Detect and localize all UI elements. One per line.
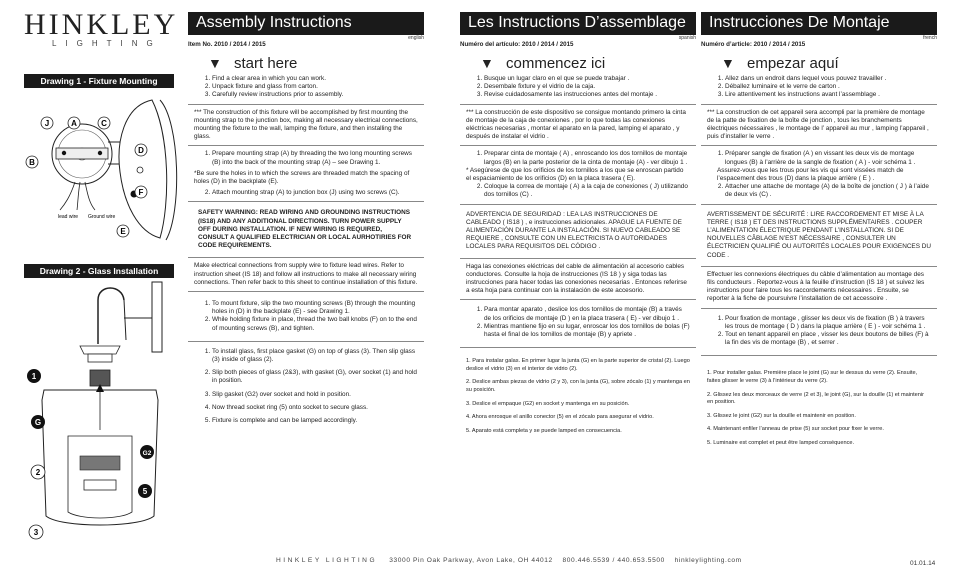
inner-glass [68, 436, 132, 518]
svg-text:A: A [71, 119, 77, 128]
step-item: 2. While holding fixture in place, thread the two ball knobs (F) on to the end of mounting screws (B), and tighten. [212, 316, 418, 332]
steps-prep-french [701, 75, 937, 104]
svg-text:5: 5 [142, 487, 148, 496]
step-item: 5. Fixture is complete and can be lamped accordingly. [212, 417, 418, 425]
header-english: Assembly Instructions [188, 12, 424, 35]
drawing2-label: Drawing 2 - Glass Installation [24, 264, 174, 278]
step-item: 3. Carefully review instructions prior to assembly. [212, 91, 418, 99]
steps-prep-english [188, 75, 424, 104]
step-item: 1. Para instalar galas. En primer lugar la junta (G) en la parte superior de cristal (2). Luego deslice el vidrio (3) en el interior de vidrio (2). [466, 358, 690, 372]
step-item: 3. Deslice el empaque (G2) en socket y mantenga en su posición. [466, 400, 630, 407]
drawing1-label: Drawing 1 - Fixture Mounting [24, 74, 174, 88]
footer-brand: HINKLEY LIGHTING [276, 557, 378, 564]
step-item: 2. Coloque la correa de montaje ( A) a la caja de conexiones ( J) utilizando dos tornillos (C) . [484, 183, 690, 199]
steps-strap-english [188, 145, 424, 201]
ground-wire-label: Ground wire [88, 214, 116, 220]
step-item: 3. Lire attentivement les instructions avant l’assemblage . [725, 91, 931, 99]
callout-g2 [140, 445, 154, 459]
item-number-spanish: Numéro del artículo: 2010 / 2014 / 2015 [460, 41, 574, 48]
step-item: 1. Allez dans un endroit dans lequel vous pouvez travailler . [725, 75, 931, 83]
step-item: 2. Deslice ambas piezas de vidrio (2 y 3), con la junta (G), sobre zócalo (1) y mantenga en su posición. [466, 379, 690, 394]
svg-text:B: B [29, 158, 35, 167]
callout-5 [138, 484, 152, 498]
item-number-english: Item No. 2010 / 2014 / 2015 [188, 41, 266, 48]
column-french [701, 12, 937, 452]
svg-text:3: 3 [33, 528, 39, 537]
down-arrow-icon: ▼ [480, 55, 494, 71]
steps-prep-spanish [460, 75, 696, 104]
steps-mount-french [701, 308, 937, 356]
safety-warning-spanish: ADVERTENCIA DE SEGURIDAD : LEA LAS INSTRUCCIONES DE CABLEADO ( IS18 ) , e instrucciones adicionales. APAGUE LA FUENTE DE ALIMENTACIÓN DURANTE LA INSTALACIÓN. SI NUEVO CABLEADO SE REQUIERE , CONSULTE CON UN ELECTRICISTA O AUTORIDADES LOCALES PARA REQUISITOS DEL CÓDIGO . [460, 204, 696, 258]
revision-date: 01.01.14 [910, 560, 936, 567]
svg-text:D: D [138, 146, 144, 155]
safety-warning-french: AVERTISSEMENT DE SÉCURITÉ : LIRE RACCORDEMENT ET MISE À LA TERRE ( IS18 ) ET DES INSTRUCTIONS SUPPLÉMENTAIRES . COUPER L’ALIMENTATION ÉLECTRIQUE PENDANT L’INSTALLATION. SI DE NOUVELLES CÂBLAGE N’EST NÉCESSAIRE , CONSULTER UN ÉLECTRICIEN QUALIFIÉ OU AUTORITÉS LOCALES POUR EXIGENCES DU CODE . [701, 204, 937, 266]
steps-mount-spanish [460, 299, 696, 347]
step-item: 2. Slip both pieces of glass (2&3), with gasket (G), over socket (1) and hold in position. [212, 369, 418, 385]
svg-text:J: J [44, 119, 50, 128]
step-item: 2. Desembale fixture y el vidrio de la caja. [484, 83, 690, 91]
lang-label-french: french [923, 35, 937, 41]
svg-text:E: E [120, 227, 126, 236]
steps-mount-english [188, 291, 424, 341]
step-item: 3. Glissez le joint (G2) sur la douille et maintenir en position. [707, 412, 856, 419]
steps-glass-english [188, 341, 424, 434]
electrical-spanish: Haga las conexiones eléctricas del cable de alimentación al accesorio cables conductores. Consulte la hoja de instrucciones (IS 18 ) y siga todas las instrucciones para hacer todas las conexiones necesarias . Entonces referirse a esta hoja para continuar con la instalación de este accesorio. [460, 258, 696, 300]
step-item: 4. Maintenant enfiler l’anneau de prise (5) sur socket pour fixer le verre. [707, 426, 884, 433]
step-item: 1. Find a clear area in which you can work. [212, 75, 418, 83]
callout-2 [31, 465, 45, 479]
spacing-note: Assurez-vous que les trous pour les vis qui sont vissées match de l’espacement des trous (D) dans la plaque arrière ( E ) . [717, 166, 904, 183]
spacing-note: * Asegúrese de que los orificios de los tornillos a los que se enroscan partido el espaciamiento de los orificios (D) en la placa trasera ( E). [466, 166, 684, 183]
safety-warning-english: SAFETY WARNING: READ WIRING AND GROUNDING INSTRUCTIONS (IS18) AND ANY ADDITIONAL DIRECTIONS. TURN POWER SUPPLY OFF DURING INSTALLATION. IF NEW WIRING IS REQUIRED, CONSULT A QUALIFIED ELECTRICIAN OR LOCAL AURHOTIRIES FOR CODE REQUIREMENTS. [188, 201, 424, 257]
down-arrow-icon: ▼ [721, 55, 735, 71]
step-item: 1. Pour fixation de montage , glisser les deux vis de fixation (B ) à travers les trous de montage ( D ) dans la plaque arrière ( E ) - voir schéma 1 . [725, 315, 931, 331]
step-item: 3. Revise cuidadosamente las instrucciones antes del montaje . [484, 91, 690, 99]
svg-text:C: C [101, 119, 107, 128]
step-item: 2. Tout en tenant appareil en place , visser les deux boutons de billes (F) à la fin des vis de montage (B) , et serrer . [725, 331, 931, 347]
brand-sub: LIGHTING [52, 39, 162, 48]
callout-c [98, 117, 110, 129]
callout-3 [29, 525, 43, 539]
callout-g [31, 415, 45, 429]
item-number-french: Numéro d’article: 2010 / 2014 / 2015 [701, 41, 806, 48]
svg-text:2: 2 [35, 468, 41, 477]
steps-strap-spanish [460, 145, 696, 203]
step-item: 5. Luminaire est complet et peut être lamped conséquence. [707, 440, 855, 447]
step-item: 2. Unpack fixture and glass from carton. [212, 83, 418, 91]
note-french: *** La construction de cet appareil sera accompli par la première de montage de la patte de fixation de la boîte de jonction , tous les branchements électriques nécessaires , le montage de l’ appareil au mur , lamping l’appareil , puis d’installer le verre . [701, 104, 937, 146]
step-item: 1. Para montar aparato , deslice los dos tornillos de montaje (B) a través de los orificios de montaje (D ) en la placa trasera ( E) - ver dibujo 1 . [484, 306, 690, 322]
footer-address: 33000 Pin Oak Parkway, Avon Lake, OH 44012 [389, 557, 553, 564]
footer-phone: 800.446.5539 / 440.653.5500 [562, 557, 665, 564]
step-item: 1. Préparer sangle de fixation (A ) en vissant les deux vis de montage longues (B) à l’arrière de la sangle de fixation ( A ) - voir schéma 1 . [725, 150, 931, 166]
electrical-english: Make electrical connections from supply wire to fixture lead wires. Refer to instruction sheet (IS 18) and follow all instructions to make all necessary wiring connections. Then refer back to this sheet to continue installation of this fixture. [188, 257, 424, 291]
lang-label-spanish: spanish [678, 35, 696, 41]
spacing-note: *Be sure the holes in to which the screws are threaded match the spacing of holes (D) in the backplate (E). [194, 169, 410, 186]
footer-website: hinkleylighting.com [674, 557, 742, 564]
header-french: Les Instructions D’assemblage [460, 12, 696, 35]
step-item: 5. Aparato está completa y se puede lamped en consecuencia. [466, 427, 622, 434]
step-item: 2. Glissez les deux morceaux de verre (2 et 3), le joint (G), sur la douille (1) et maintenir en position. [707, 391, 925, 406]
step-item: 1. Pour installer galas. Première place le joint (G) sur le dessus du verre (2). Ensuite, faites glisser le verre (3) à l’intérieur du verre (2). [707, 370, 918, 385]
start-here-spanish: empezar aquí [747, 55, 839, 72]
start-here-english: start here [234, 55, 298, 72]
svg-text:G2: G2 [142, 450, 152, 457]
column-english [188, 12, 424, 434]
callout-j [41, 117, 53, 129]
steps-glass-spanish [460, 347, 696, 439]
step-item: 1. To mount fixture, slip the two mounting screws (B) through the mounting holes in (D) in the backplate (E) - see Drawing 1. [212, 300, 418, 316]
callout-f [135, 186, 147, 198]
step-item: 3. Slip gasket (G2) over socket and hold in position. [212, 391, 418, 399]
brand-logo: HINKLEY [24, 8, 179, 41]
steps-glass-french [701, 355, 937, 451]
lead-wire-label: lead wire [58, 214, 79, 220]
step-item: 4. Now thread socket ring (5) onto socket to secure glass. [212, 404, 418, 412]
steps-strap-french [701, 145, 937, 203]
svg-text:1: 1 [31, 372, 37, 381]
drawing2-glass-installation [20, 280, 190, 542]
header-spanish: Instrucciones De Montaje [701, 12, 937, 35]
down-arrow-icon: ▼ [208, 55, 222, 71]
lang-label-english: english [408, 35, 424, 41]
svg-text:F: F [138, 188, 144, 197]
step-item: 1. To install glass, first place gasket (G) on top of glass (3). Then slip glass (3) inside of glass (2). [212, 348, 418, 364]
step-item: 4. Ahora enrosque el anillo conector (5) en el zócalo para asegurar el vidrio. [466, 414, 654, 421]
socket [90, 370, 110, 386]
step-item: 2. Mientras mantiene fijo en su lugar, enroscar los dos tornillos de bolas (F) hasta el final de los tornillos de montaje (B) y apriete . [484, 323, 690, 339]
note-spanish: *** La construcción de este dispositivo se consigue montando primero la cinta de montaje de la caja de conexiones , por lo que todas las conexiones eléctricas necesarias , montar el aparato en la pared, lamping el aparato , y después de instalar el vidrio . [460, 104, 696, 146]
electrical-french: Effectuer les connexions électriques du câble d’alimentation au montage des fils conducteurs . Reportez-vous à la feuille d’instruction (IS 18 ) et suivez les instructions pour faire tous les raccordements nécessaires . Ensuite, se reporter à la fiche de poursuivre l’installation de cet accessoire . [701, 266, 937, 308]
column-spanish [460, 12, 696, 439]
callout-b [26, 156, 38, 168]
svg-text:G: G [34, 418, 42, 427]
drawing1-fixture-mounting [20, 92, 190, 252]
step-item: 2. Attacher une attache de montage (A) de la boîte de jonction ( J ) à l’aide de deux vis (C) . [725, 183, 931, 199]
callout-d [135, 144, 147, 156]
socket-ring [84, 480, 116, 490]
step-item: 2. Attach mounting strap (A) to junction box (J) using two screws (C). [212, 189, 418, 197]
step-item: 2. Déballez luminaire et le verre de carton . [725, 83, 931, 91]
callout-e [117, 225, 129, 237]
callout-1 [27, 369, 41, 383]
note-english: *** The construction of this fixture will be accomplished by first mounting the mounting strap to the junction box, making all necessary electrical connections, mounting the fixture to the wall, lamping the fixture, and then installing the glass. [188, 104, 424, 146]
callout-a [68, 117, 80, 129]
footer [276, 557, 742, 564]
step-item: 1. Prepare mounting strap (A) by threading the two long mounting screws (B) into the back of the mounting strap (A) – see Drawing 1. [212, 150, 418, 166]
step-item: 1. Preparar cinta de montaje ( A) , enroscando los dos tornillos de montaje largos (B) en la parte posterior de la cinta de montaje (A) - ver dibujo 1 . [484, 150, 690, 166]
step-item: 1. Busque un lugar claro en el que se puede trabajar . [484, 75, 690, 83]
start-here-french: commencez ici [506, 55, 606, 72]
